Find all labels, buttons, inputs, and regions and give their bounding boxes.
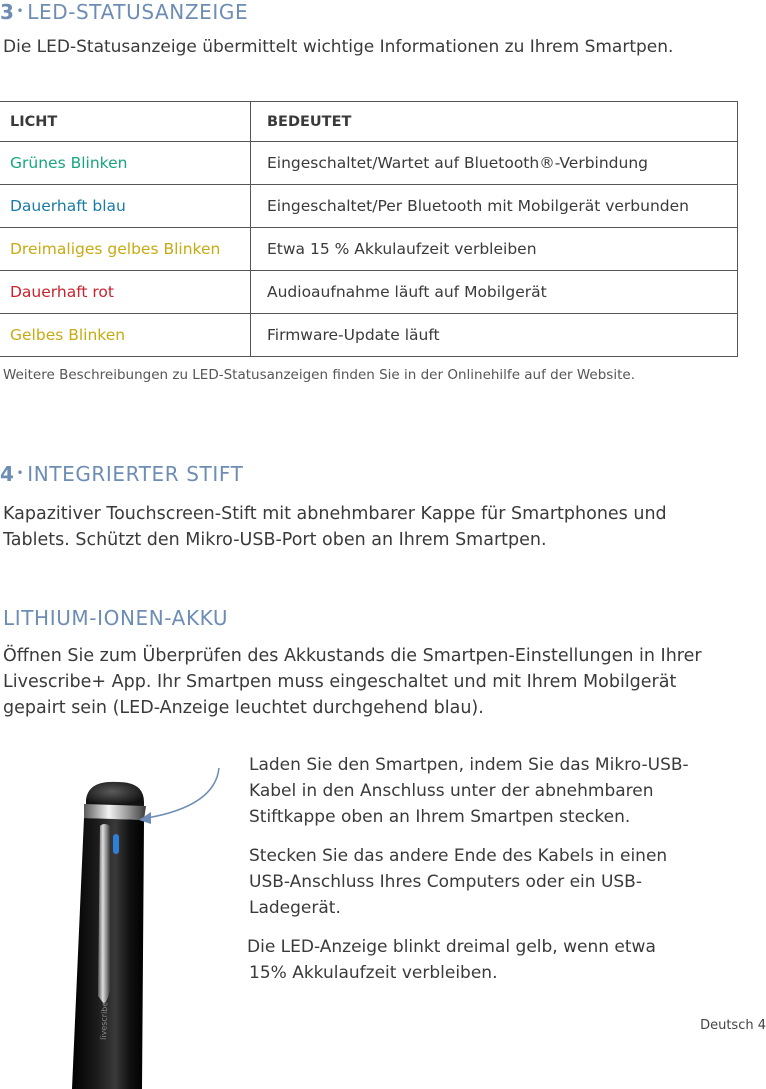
led-table-note: Weitere Beschreibungen zu LED-Statusanzeigen finden Sie in der Onlinehilfe auf der Website. xyxy=(3,367,635,383)
table-row xyxy=(0,228,738,271)
meaning-cell: Audioaufnahme läuft auf Mobilgerät xyxy=(251,271,738,314)
section-3-intro: Die LED-Statusanzeige übermittelt wichtige Informationen zu Ihrem Smartpen. xyxy=(3,37,674,57)
battery-body xyxy=(3,643,702,721)
pointer-arrow xyxy=(135,762,230,832)
section-4-line: Kapazitiver Touchscreen-Stift mit abnehmbarer Kappe für Smartphones und xyxy=(3,504,667,524)
section-4-body xyxy=(3,501,667,553)
section-4-number: 4 xyxy=(0,462,15,486)
instruction-3 xyxy=(247,934,656,986)
instruction-line: Kabel in den Anschluss unter der abnehmbaren xyxy=(249,781,654,801)
table-row xyxy=(0,271,738,314)
section-4-title: INTEGRIERTER STIFT xyxy=(27,462,244,486)
battery-heading: LITHIUM-IONEN-AKKU xyxy=(3,606,229,630)
led-light xyxy=(113,834,119,854)
meaning-cell: Firmware-Update läuft xyxy=(251,314,738,357)
led-status-table xyxy=(0,101,738,357)
section-4-heading xyxy=(0,462,243,486)
pen-brand-text: livescribe xyxy=(99,1001,110,1041)
table-header-row xyxy=(0,102,738,142)
arrow-head xyxy=(139,812,151,824)
instruction-line: Ladegerät. xyxy=(249,898,341,918)
instruction-line: 15% Akkulaufzeit verbleiben. xyxy=(249,963,498,983)
table-row xyxy=(0,185,738,228)
battery-line: gepairt sein (LED-Anzeige leuchtet durchgehend blau). xyxy=(3,698,484,718)
page-number: Deutsch 4 xyxy=(700,1018,766,1033)
light-cell: Grünes Blinken xyxy=(0,142,251,185)
instruction-line: Stiftkappe oben an Ihrem Smartpen stecken. xyxy=(249,807,631,827)
section-4-line: Tablets. Schützt den Mikro-USB-Port oben an Ihrem Smartpen. xyxy=(3,530,547,550)
instruction-line: Stecken Sie das andere Ende des Kabels in einen xyxy=(249,846,668,866)
battery-line: Öffnen Sie zum Überprüfen des Akkustands die Smartpen-Einstellungen in Ihrer xyxy=(3,646,702,666)
table-row xyxy=(0,314,738,357)
instruction-line: Die LED-Anzeige blinkt dreimal gelb, wenn etwa xyxy=(247,937,656,957)
instruction-1 xyxy=(249,752,689,830)
instruction-line: Laden Sie den Smartpen, indem Sie das Mikro-USB- xyxy=(249,755,689,775)
instruction-line: USB-Anschluss Ihres Computers oder ein USB- xyxy=(249,872,642,892)
section-4-dot: • xyxy=(16,466,25,480)
light-cell: Dreimaliges gelbes Blinken xyxy=(0,228,251,271)
pen-clip xyxy=(98,824,110,1004)
light-cell: Dauerhaft rot xyxy=(0,271,251,314)
meaning-cell: Eingeschaltet/Per Bluetooth mit Mobilgerät verbunden xyxy=(251,185,738,228)
light-cell: Dauerhaft blau xyxy=(0,185,251,228)
meaning-cell: Etwa 15 % Akkulaufzeit verbleiben xyxy=(251,228,738,271)
section-3-title: LED-STATUSANZEIGE xyxy=(27,0,249,24)
light-cell: Gelbes Blinken xyxy=(0,314,251,357)
section-3-heading xyxy=(0,0,248,24)
table-row xyxy=(0,142,738,185)
header-bedeutet: BEDEUTET xyxy=(251,102,738,142)
instruction-2 xyxy=(249,843,667,921)
section-3-number: 3 xyxy=(0,0,15,24)
section-3-dot: • xyxy=(16,4,25,18)
arrow-line xyxy=(147,768,219,818)
meaning-cell: Eingeschaltet/Wartet auf Bluetooth®-Verbindung xyxy=(251,142,738,185)
header-licht: LICHT xyxy=(0,102,251,142)
battery-line: Livescribe+ App. Ihr Smartpen muss eingeschaltet und mit Ihrem Mobilgerät xyxy=(3,672,677,692)
